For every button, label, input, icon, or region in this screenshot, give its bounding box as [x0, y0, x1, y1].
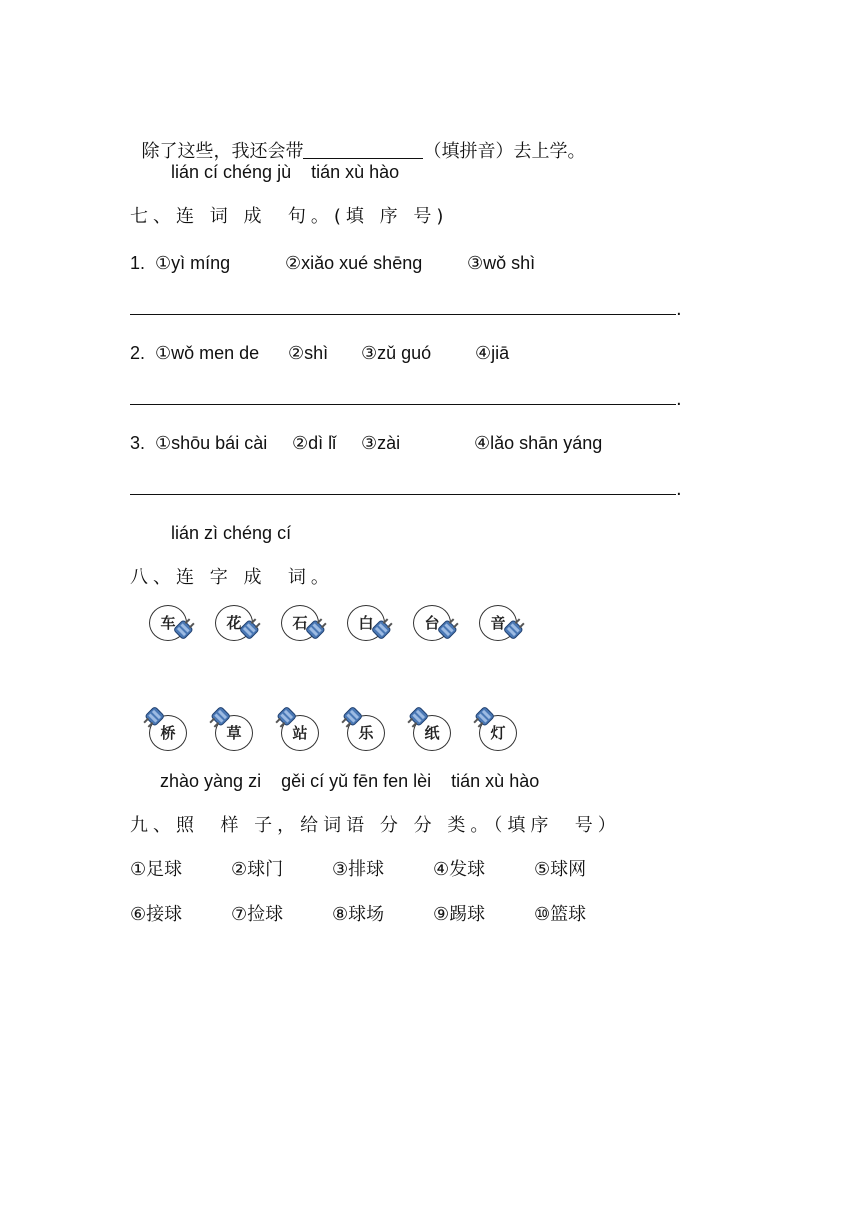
sentence-suffix: （填拼音）去上学。 — [423, 141, 586, 162]
bottom-bubble-1[interactable] — [149, 715, 193, 753]
top-bubble-1[interactable] — [149, 605, 193, 643]
top-bubble-2[interactable] — [215, 605, 259, 643]
word-2: ②球门 — [231, 859, 284, 880]
top-bubble-6[interactable] — [479, 605, 523, 643]
answer-line-3-period: . — [676, 479, 682, 500]
bubble-char: 桥 — [160, 724, 176, 742]
top-bubble-3[interactable] — [281, 605, 325, 643]
sentence-prefix: 除了这些，我还会带 — [141, 141, 304, 162]
bottom-bubble-3[interactable] — [281, 715, 325, 753]
top-bubble-5[interactable] — [413, 605, 457, 643]
word-8: ⑧球场 — [332, 904, 385, 925]
answer-line-3[interactable] — [130, 494, 676, 495]
word-10: ⑩篮球 — [534, 904, 587, 925]
plug-icon — [437, 617, 459, 641]
bubble-char: 乐 — [358, 724, 374, 742]
section7-pinyin: lián cí chéng jù tián xù hào — [171, 162, 400, 182]
section8-pinyin: lián zì chéng cí — [171, 523, 292, 543]
fill-in-sentence — [130, 116, 585, 164]
top-bubble-4[interactable] — [347, 605, 391, 643]
plug-icon — [341, 705, 363, 729]
answer-line-1[interactable] — [130, 314, 676, 315]
item-3-number: 3. — [130, 433, 146, 453]
bubble-char: 白 — [358, 614, 374, 632]
bottom-bubble-5[interactable] — [413, 715, 457, 753]
bubble-char: 音 — [490, 614, 506, 632]
item-1-number: 1. — [130, 253, 146, 273]
bubble-char: 草 — [226, 724, 242, 742]
word-5: ⑤球网 — [534, 859, 587, 880]
item-1-option-1: ①yì míng — [155, 253, 231, 273]
bubble-char: 车 — [160, 614, 176, 632]
answer-line-1-period: . — [676, 299, 682, 320]
section7-heading: 七、连 词 成 句。(填 序 号) — [130, 206, 449, 227]
item-3-option-2: ②dì lǐ — [292, 433, 337, 453]
bubble-char: 花 — [226, 614, 242, 632]
fill-blank[interactable] — [303, 140, 423, 159]
item-2-number: 2. — [130, 343, 146, 363]
bubble-char: 台 — [424, 614, 440, 632]
bottom-bubble-4[interactable] — [347, 715, 391, 753]
item-3-option-3: ③zài — [361, 433, 401, 453]
answer-line-2[interactable] — [130, 404, 676, 405]
plug-icon — [143, 705, 165, 729]
word-3: ③排球 — [332, 859, 385, 880]
word-6: ⑥接球 — [130, 904, 183, 925]
plug-icon — [473, 705, 495, 729]
plug-icon — [173, 617, 195, 641]
item-2-option-3: ③zǔ guó — [361, 343, 432, 363]
bubble-char: 站 — [292, 724, 308, 742]
section8-heading: 八、连 字 成 词。 — [130, 567, 334, 588]
plug-icon — [275, 705, 297, 729]
item-1-option-3: ③wǒ shì — [467, 253, 536, 273]
item-3-option-4: ④lǎo shān yáng — [474, 433, 603, 453]
bottom-bubble-2[interactable] — [215, 715, 259, 753]
item-1-option-2: ②xiǎo xué shēng — [285, 253, 423, 273]
bubble-char: 纸 — [424, 724, 440, 742]
word-1: ①足球 — [130, 859, 183, 880]
word-7: ⑦捡球 — [231, 904, 284, 925]
section9-heading: 九、照 样 子，给词语 分 分 类。（填序 号） — [130, 815, 621, 836]
section9-pinyin: zhào yàng zi gěi cí yǔ fēn fen lèi tián xù hào — [160, 771, 540, 791]
bubble-char: 石 — [292, 614, 308, 632]
item-2-option-4: ④jiā — [475, 343, 510, 363]
word-9: ⑨踢球 — [433, 904, 486, 925]
bottom-bubble-6[interactable] — [479, 715, 523, 753]
bubble-char: 灯 — [490, 724, 506, 742]
plug-icon — [239, 617, 261, 641]
plug-icon — [503, 617, 525, 641]
answer-line-2-period: . — [676, 389, 682, 410]
plug-icon — [305, 617, 327, 641]
word-4: ④发球 — [433, 859, 486, 880]
plug-icon — [407, 705, 429, 729]
item-2-option-2: ②shì — [288, 343, 329, 363]
item-2-option-1: ①wǒ men de — [155, 343, 260, 363]
plug-icon — [209, 705, 231, 729]
plug-icon — [371, 617, 393, 641]
item-3-option-1: ①shōu bái cài — [155, 433, 268, 453]
